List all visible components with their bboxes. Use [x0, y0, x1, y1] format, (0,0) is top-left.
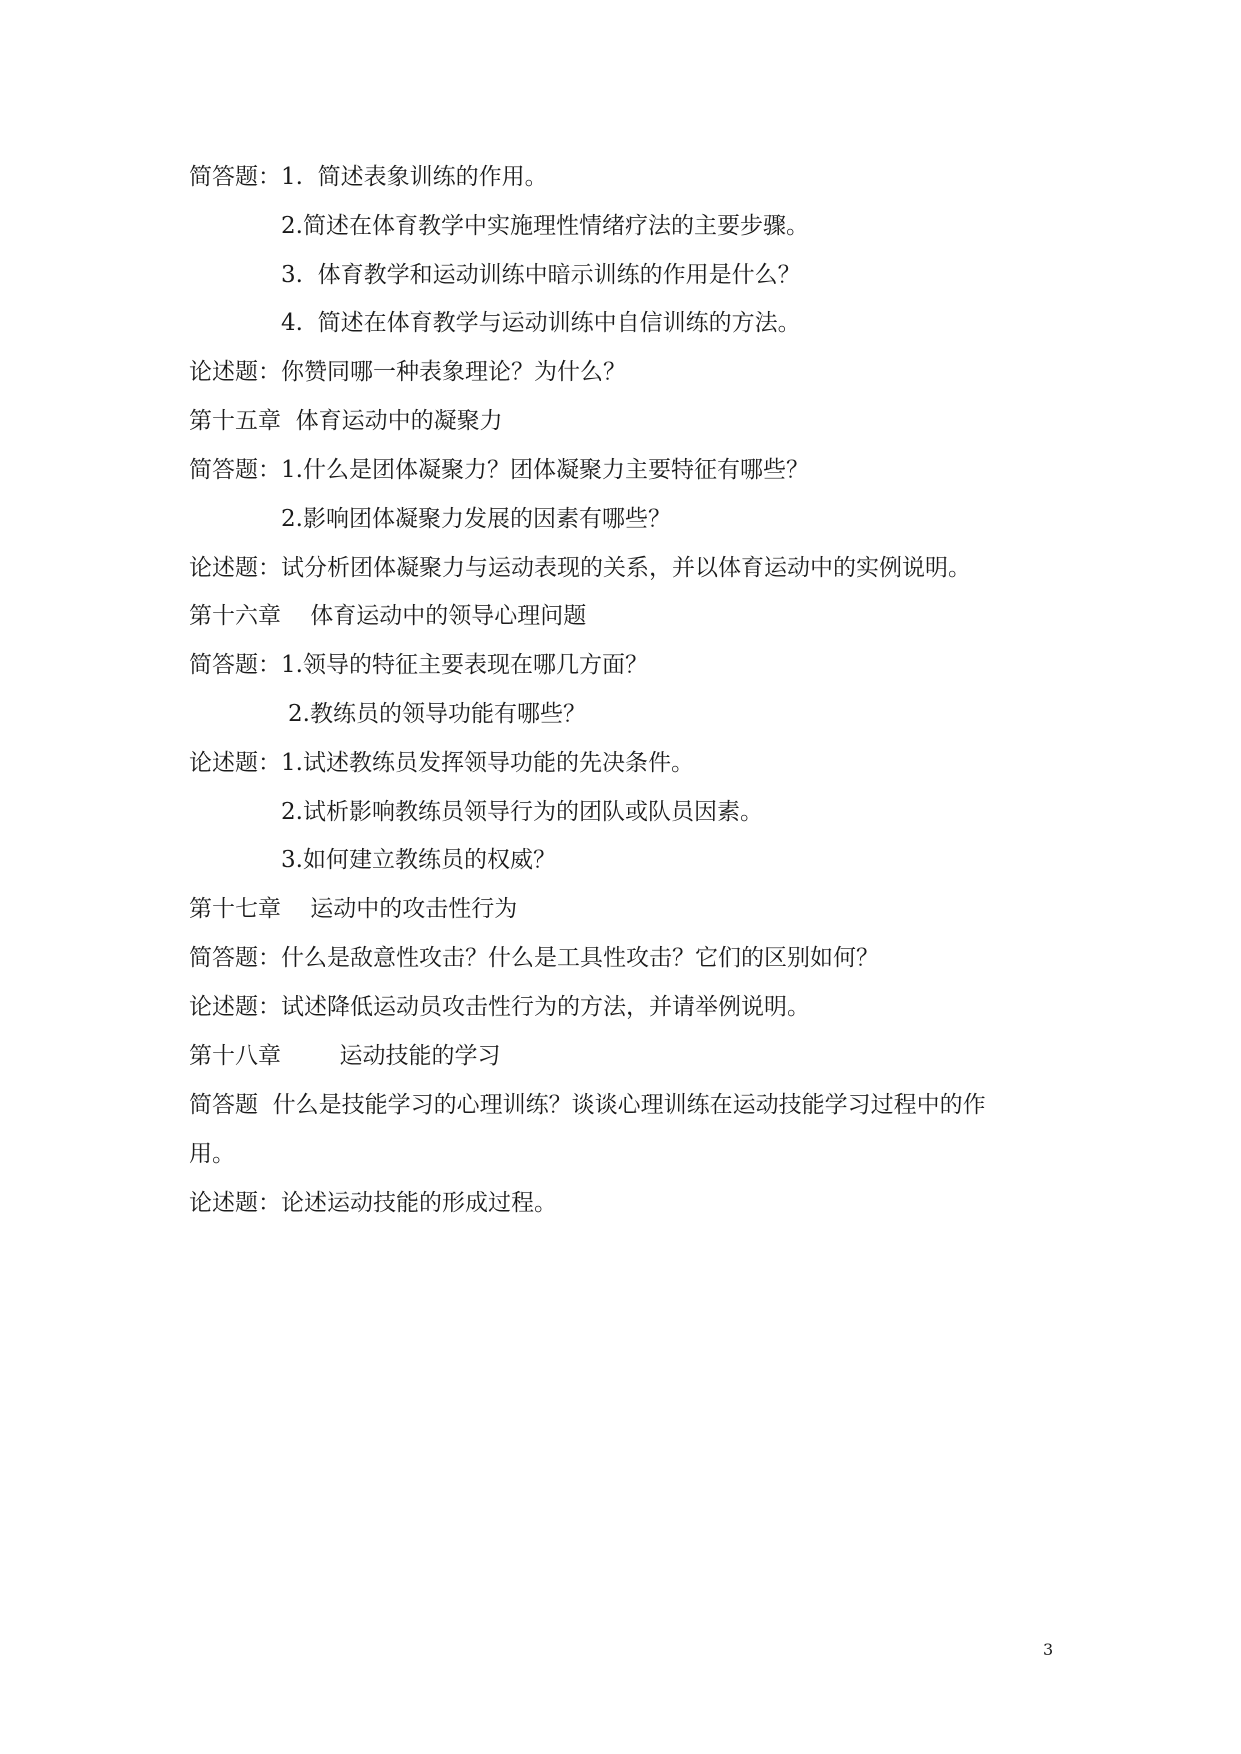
chapter-heading: 第十七章 运动中的攻击性行为	[189, 896, 518, 922]
text-line: 论述题：论述运动技能的形成过程。	[189, 1190, 557, 1216]
text-line: 论述题：1.试述教练员发挥领导功能的先决条件。	[189, 750, 694, 776]
text-line: 2.试析影响教练员领导行为的团队或队员因素。	[281, 799, 763, 825]
text-line: 2.教练员的领导功能有哪些？	[288, 701, 586, 727]
page-number: 3	[1043, 1640, 1054, 1659]
text-line: 3.如何建立教练员的权威？	[281, 847, 556, 873]
chapter-heading: 第十八章 运动技能的学习	[189, 1043, 501, 1069]
chapter-heading: 第十五章 体育运动中的凝聚力	[189, 408, 503, 434]
text-line: 简答题 什么是技能学习的心理训练？谈谈心理训练在运动技能学习过程中的作	[189, 1092, 986, 1118]
text-line: 简答题：1.领导的特征主要表现在哪几方面？	[189, 652, 648, 678]
text-line: 简答题：什么是敌意性攻击？什么是工具性攻击？它们的区别如何？	[189, 945, 879, 971]
text-line: 2.简述在体育教学中实施理性情绪疗法的主要步骤。	[281, 213, 809, 239]
text-line: 用。	[189, 1141, 235, 1167]
text-line: 2.影响团体凝聚力发展的因素有哪些？	[281, 506, 671, 532]
text-line: 论述题：试述降低运动员攻击性行为的方法，并请举例说明。	[189, 994, 810, 1020]
text-line: 论述题：试分析团体凝聚力与运动表现的关系，并以体育运动中的实例说明。	[189, 555, 971, 581]
text-line: 论述题：你赞同哪一种表象理论？为什么？	[189, 359, 626, 385]
text-line: 4. 简述在体育教学与运动训练中自信训练的方法。	[281, 310, 801, 336]
chapter-heading: 第十六章 体育运动中的领导心理问题	[189, 603, 587, 629]
text-line: 简答题：1.什么是团体凝聚力？团体凝聚力主要特征有哪些？	[189, 457, 809, 483]
text-line: 3. 体育教学和运动训练中暗示训练的作用是什么？	[281, 262, 801, 288]
text-line: 简答题：1. 简述表象训练的作用。	[189, 164, 548, 190]
